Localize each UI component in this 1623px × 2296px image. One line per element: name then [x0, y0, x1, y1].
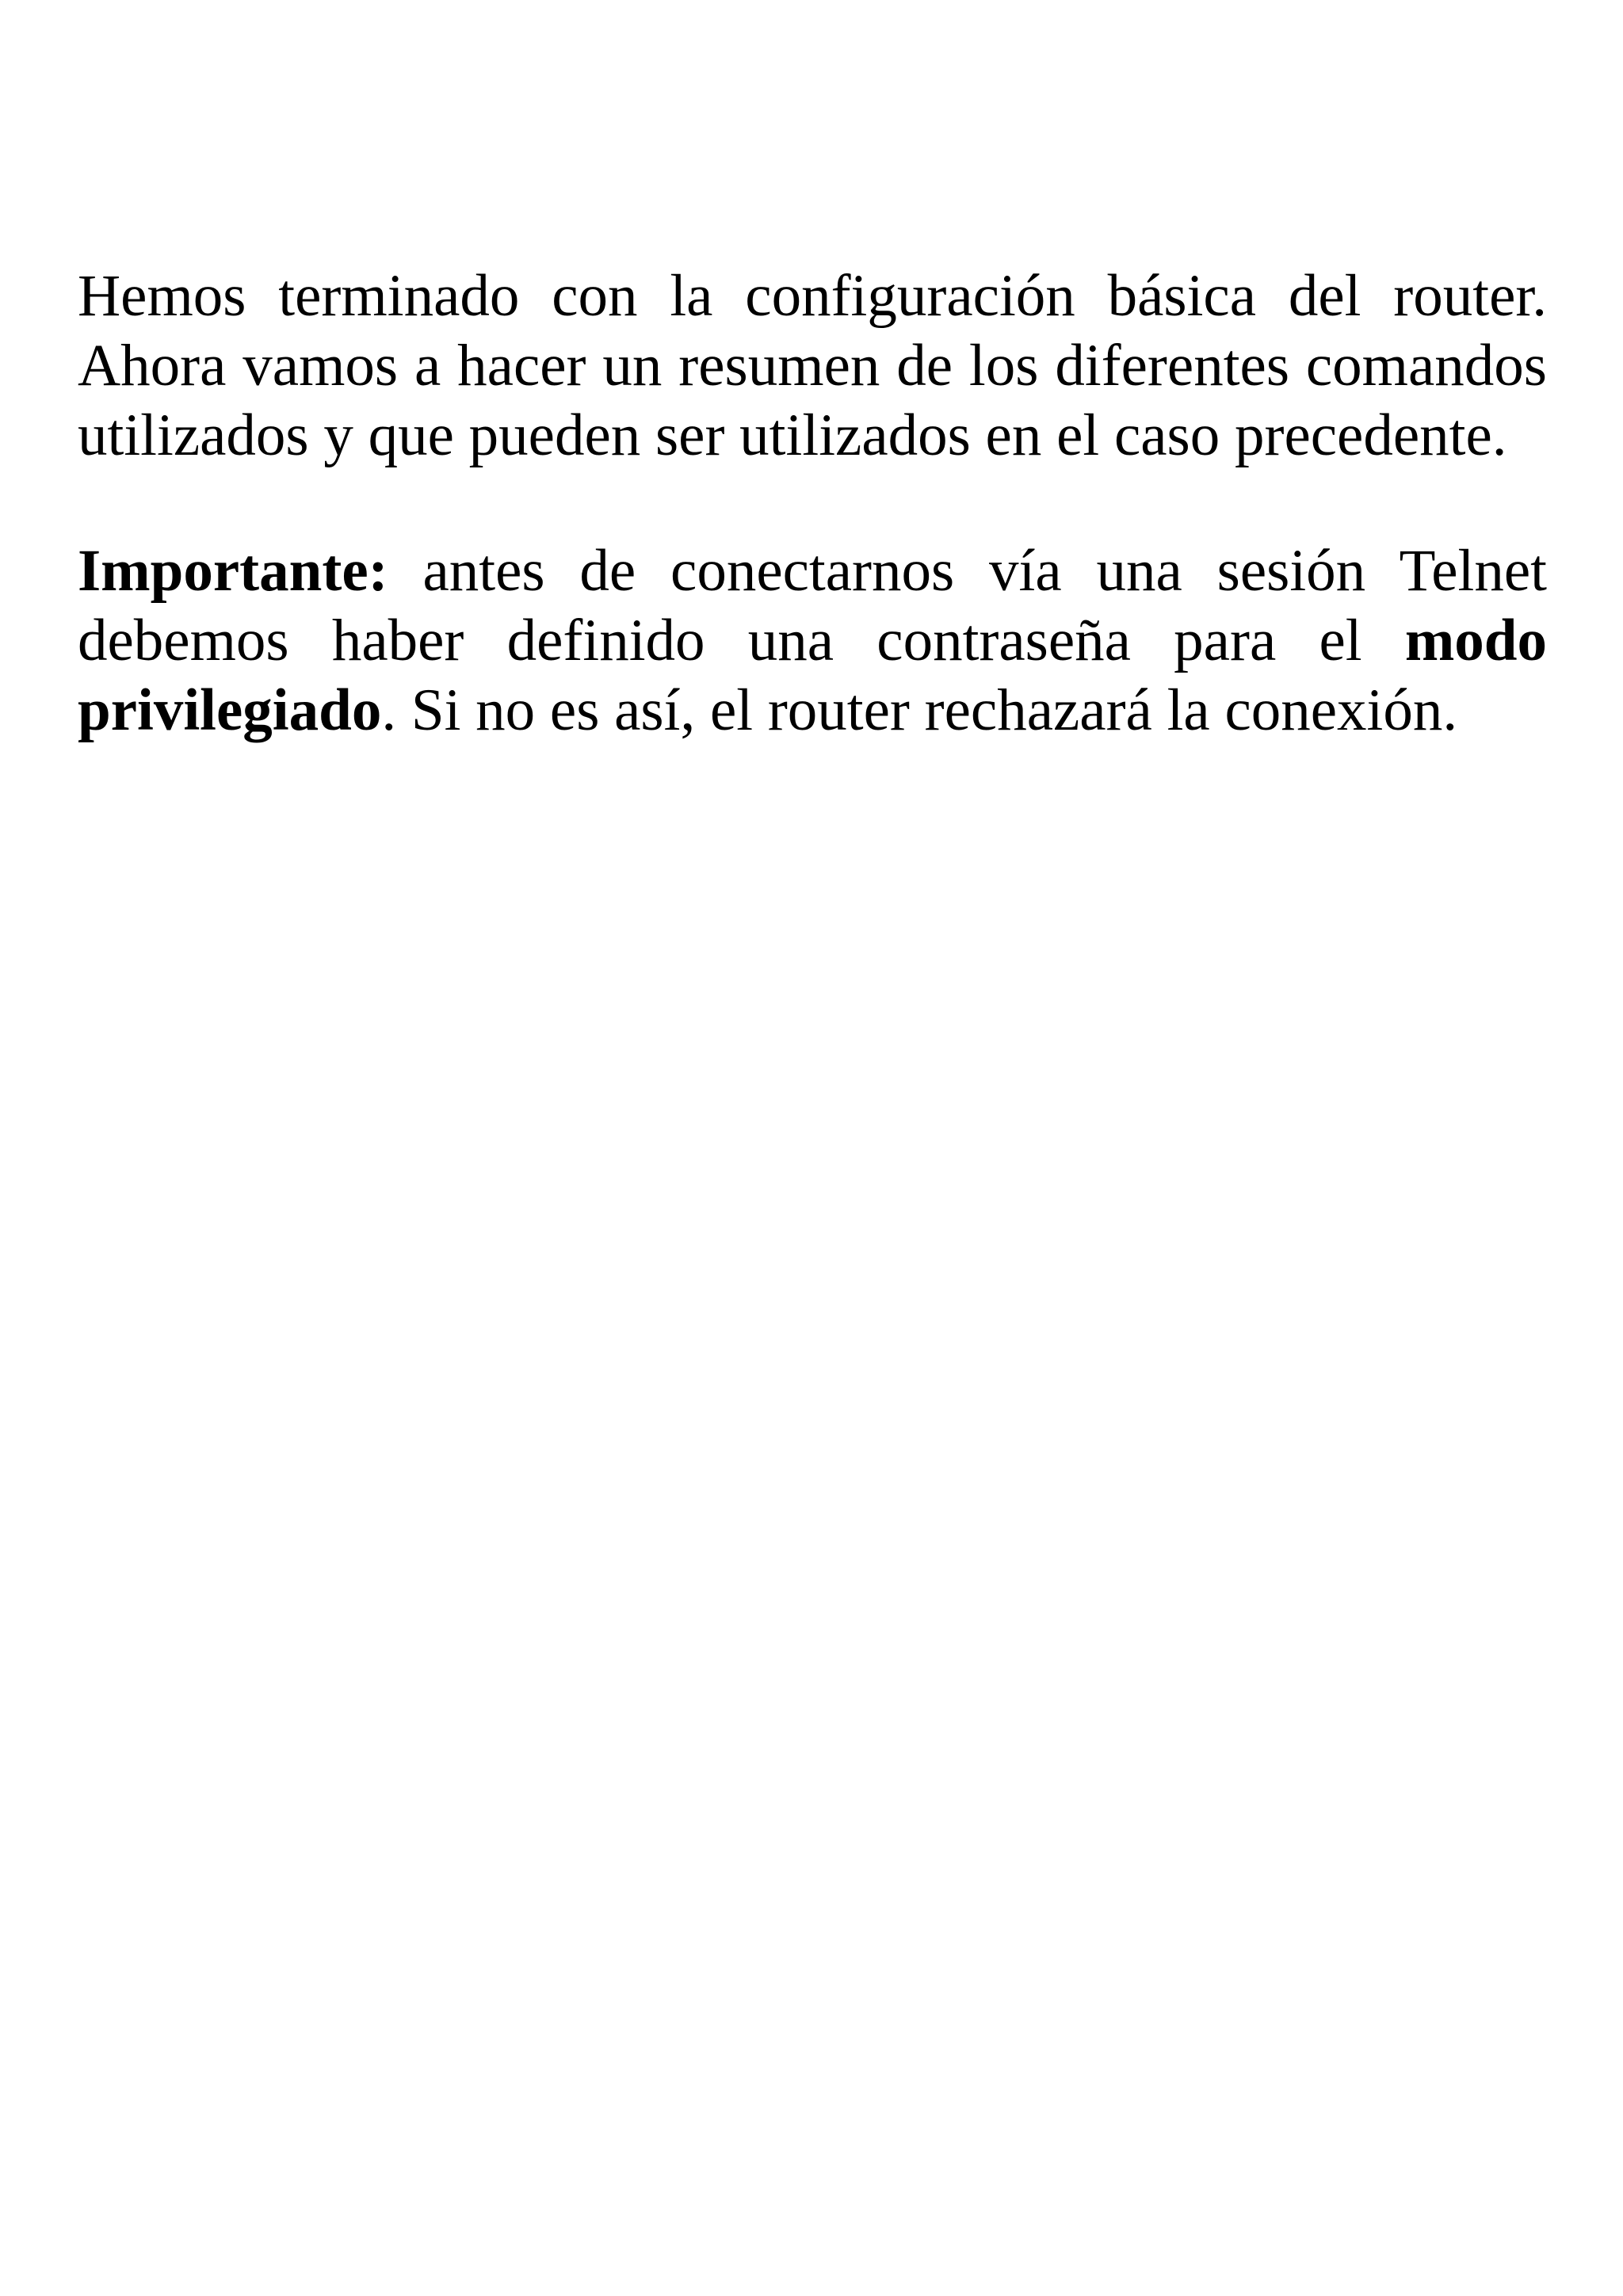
paragraph-important-note	[78, 536, 1547, 746]
privileged-mode-term: modo privilegiado	[78, 608, 1547, 743]
important-label: Importante:	[78, 538, 388, 604]
paragraph-summary: Hemos terminado con la configuración básica del router. Ahora vamos a hacer un resumen de los diferentes comandos utilizados y que pueden ser utilizados en el caso precedente.	[78, 263, 1547, 468]
important-text-part-2: . Si no es así, el router rechazará la conexión.	[381, 677, 1458, 743]
important-text-part-1: antes de conectarnos vía una sesión Telnet debemos haber definido una contraseña para el	[78, 538, 1547, 673]
